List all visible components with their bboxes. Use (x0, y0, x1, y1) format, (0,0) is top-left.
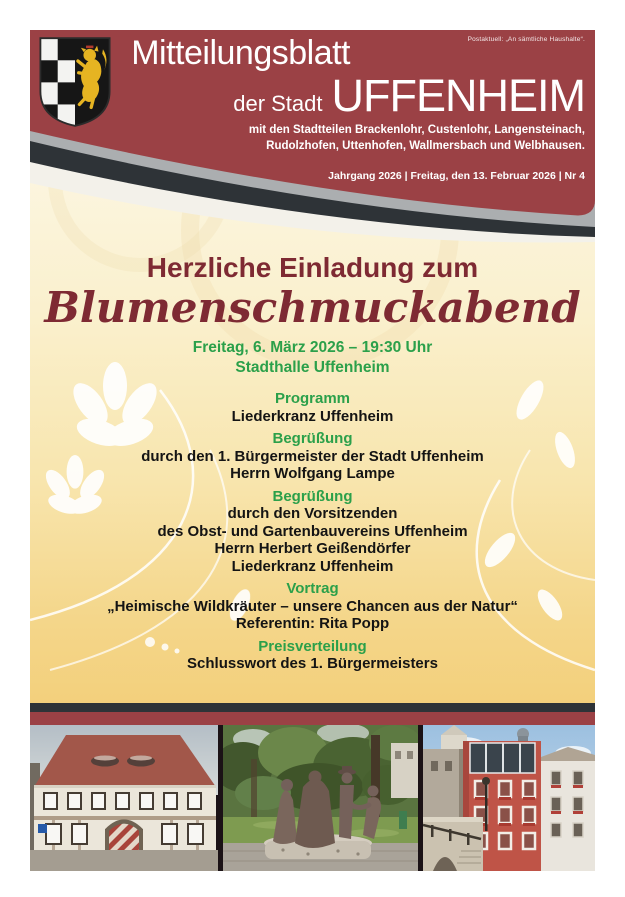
photo-strip (30, 725, 595, 871)
program-heading: Vortrag (286, 580, 339, 597)
event-date: Freitag, 6. März 2026 – 19:30 Uhr (192, 339, 433, 356)
program-heading: Programm (274, 390, 351, 407)
issue-info: Jahrgang 2026 | Freitag, den 13. Februar 2026 | Nr 4 (328, 170, 585, 182)
divider-stripe-red (30, 712, 595, 726)
event-venue: Stadthalle Uffenheim (235, 359, 390, 376)
street-lamp (482, 777, 490, 785)
event-name: Blumenschmuckabend (44, 283, 581, 332)
masthead-prefix: der Stadt (233, 91, 323, 116)
blue-plaque (38, 824, 47, 833)
newsletter-masthead (30, 30, 595, 250)
invitation-heading: Herzliche Einladung zum (146, 252, 479, 283)
invitation-section (30, 252, 595, 673)
program-heading: Preisverteilung (258, 637, 367, 655)
program-item: Schlusswort des 1. Bürgermeisters (187, 655, 438, 672)
statue-illustration (223, 725, 418, 871)
program-heading: Begrüßung (272, 487, 353, 505)
program-item: „Heimische Wildkräuter – unsere Chancen aus der Natur“ (107, 597, 518, 615)
program-item: Herrn Herbert Geißendörfer (214, 540, 411, 557)
half-timbered-house-photo (30, 725, 218, 871)
masthead-city-line (90, 70, 585, 122)
program-item: Referentin: Rita Popp (235, 615, 390, 632)
masthead-city: UFFENHEIM (331, 70, 585, 121)
program-item: des Obst- und Gartenbauvereins Uffenheim (157, 522, 468, 540)
program-list (30, 390, 595, 673)
program-item: Liederkranz Uffenheim (231, 557, 394, 575)
bronze-statue-park-photo (223, 725, 418, 871)
white-buildings (541, 761, 595, 871)
districts-line-2: Rudolzhofen, Uttenhofen, Wallmersbach und Welbhausen. (266, 139, 585, 152)
house-illustration (30, 725, 218, 871)
red-town-building-photo (423, 725, 595, 871)
program-item: Liederkranz Uffenheim (231, 407, 394, 425)
divider-stripe-dark (30, 703, 595, 712)
program-item: durch den 1. Bürgermeister der Stadt Uffenheim (141, 447, 484, 465)
program-item: Herrn Wolfgang Lampe (230, 465, 395, 482)
building-illustration (423, 725, 595, 871)
masthead-title: Mitteilungsblatt (131, 34, 350, 72)
postal-note: Postaktuell: „An sämtliche Haushalte“. (467, 36, 585, 43)
districts-line-1: mit den Stadtteilen Brackenlohr, Custenlohr, Langensteinach, (248, 124, 585, 136)
program-item: durch den Vorsitzenden (227, 505, 398, 522)
masthead-districts (249, 123, 585, 154)
program-heading: Begrüßung (272, 430, 353, 447)
